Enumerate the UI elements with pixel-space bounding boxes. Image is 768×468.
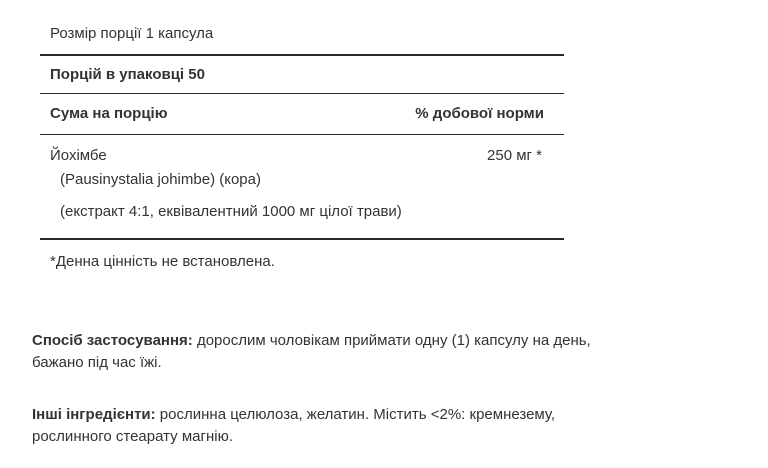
ingredient-amount: 250 мг * xyxy=(487,147,542,164)
other-ingredients-label: Інші інгредієнти: xyxy=(32,406,156,423)
ingredient-row xyxy=(40,135,564,171)
ingredient-latin-name: (Pausinystalia johimbe) (кора) xyxy=(60,171,261,188)
daily-value-footnote: *Денна цінність не встановлена. xyxy=(50,253,275,270)
servings-per-container: Порцій в упаковці 50 xyxy=(50,66,205,83)
ingredient-extract-note: (екстракт 4:1, еквівалентний 1000 мг цілої трави) xyxy=(60,203,402,220)
facts-header-row xyxy=(40,94,564,134)
usage-label: Спосіб застосування: xyxy=(32,332,193,349)
usage-paragraph xyxy=(32,330,752,374)
amount-per-serving-label: Сума на порцію xyxy=(50,105,168,122)
usage-text-line2: бажано під час їжі. xyxy=(32,354,162,371)
other-ingredients-text-line1: рослинна целюлоза, желатин. Містить <2%: кремнезему, xyxy=(155,406,556,423)
other-ingredients-text-line2: рослинного стеарату магнію. xyxy=(32,428,233,445)
ingredient-name: Йохімбе xyxy=(50,147,107,164)
usage-text-line1: дорослим чоловікам приймати одну (1) капсулу на день, xyxy=(192,332,591,349)
other-ingredients-paragraph xyxy=(32,404,752,448)
supplement-facts-panel xyxy=(40,16,564,280)
daily-value-label: % добової норми xyxy=(415,105,544,122)
serving-size: Розмір порції 1 капсула xyxy=(50,25,214,42)
